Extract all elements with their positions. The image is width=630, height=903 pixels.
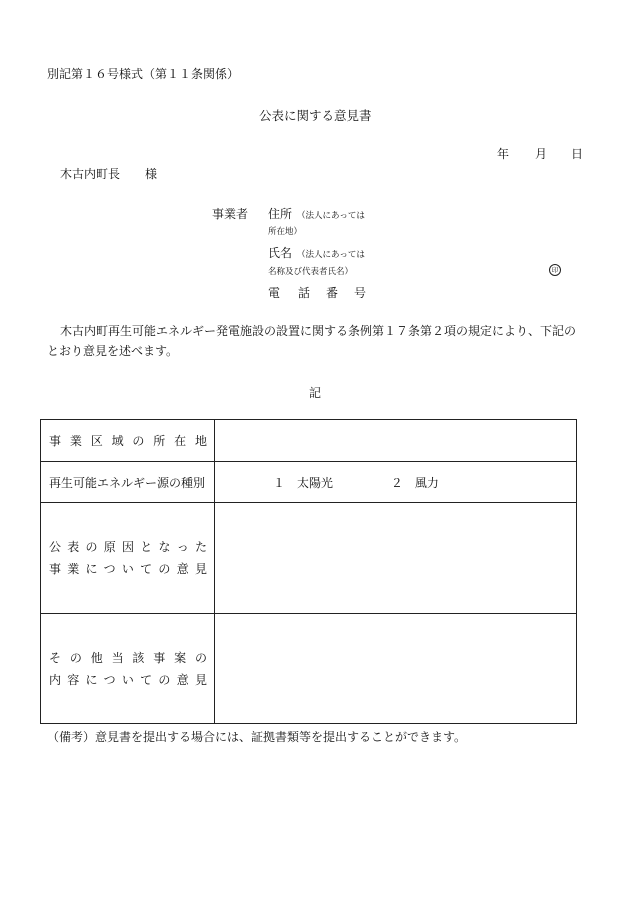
energy-type-label-cell: [41, 462, 215, 503]
addressee-honorific: 様: [145, 167, 158, 181]
name-label: 氏名: [268, 246, 293, 260]
ki-heading: 記: [309, 386, 322, 400]
option-solar[interactable]: １ 太陽光: [273, 475, 334, 490]
form-number: 別記第１６号様式（第１１条関係）: [47, 67, 240, 81]
document-title: 公表に関する意見書: [259, 108, 372, 123]
cause-opinion-label-cell: [41, 503, 215, 614]
seal-mark: 印: [549, 264, 561, 276]
table-row: [41, 462, 577, 503]
addressee-name: 木古内町長: [60, 167, 121, 181]
other-opinion-input-cell[interactable]: [215, 614, 577, 724]
other-opinion-label-cell: [41, 614, 215, 724]
table-row: [41, 503, 577, 614]
table-row: [41, 420, 577, 462]
name-note-1: （法人にあっては: [297, 250, 365, 260]
date-year-label: 年: [497, 147, 510, 161]
phone-char-4: 号: [354, 286, 367, 300]
table-row: [41, 614, 577, 724]
address-note-2: 所在地）: [268, 227, 303, 237]
cause-opinion-input-cell[interactable]: [215, 503, 577, 614]
name-note-2: 名称及び代表者氏名）: [268, 267, 354, 277]
other-opinion-label-2: 内容についての意見: [49, 672, 207, 687]
option-wind[interactable]: ２ 風力: [390, 475, 439, 490]
location-input-cell[interactable]: [215, 420, 577, 462]
phone-char-3: 番: [326, 286, 339, 300]
cause-opinion-label-1: 公表の原因となった: [49, 540, 207, 554]
energy-type-label: 再生可能エネルギー源の種別: [49, 475, 206, 490]
phone-char-1: 電: [268, 286, 281, 300]
other-opinion-label-1: その他当該事案の: [49, 650, 207, 665]
opinion-form-table: [40, 419, 577, 724]
energy-type-options-cell: [215, 462, 577, 503]
remarks-note: （備考）意見書を提出する場合には、証拠書類等を提出することができます。: [47, 730, 467, 744]
body-text-line-1: 木古内町再生可能エネルギー発電施設の設置に関する条例第１７条第２項の規定により、下記の: [60, 324, 577, 338]
phone-char-2: 話: [298, 286, 311, 300]
cause-opinion-label-2: 事業についての意見: [49, 562, 207, 576]
date-month-label: 月: [535, 147, 548, 161]
location-label: 事業区域の所在地: [49, 433, 207, 448]
date-day-label: 日: [571, 147, 584, 161]
address-note-1: （法人にあっては: [297, 211, 365, 221]
address-label: 住所: [268, 207, 293, 221]
applicant-label: 事業者: [212, 207, 249, 221]
location-label-cell: [41, 420, 215, 462]
body-text-line-2: とおり意見を述べます。: [47, 344, 179, 358]
